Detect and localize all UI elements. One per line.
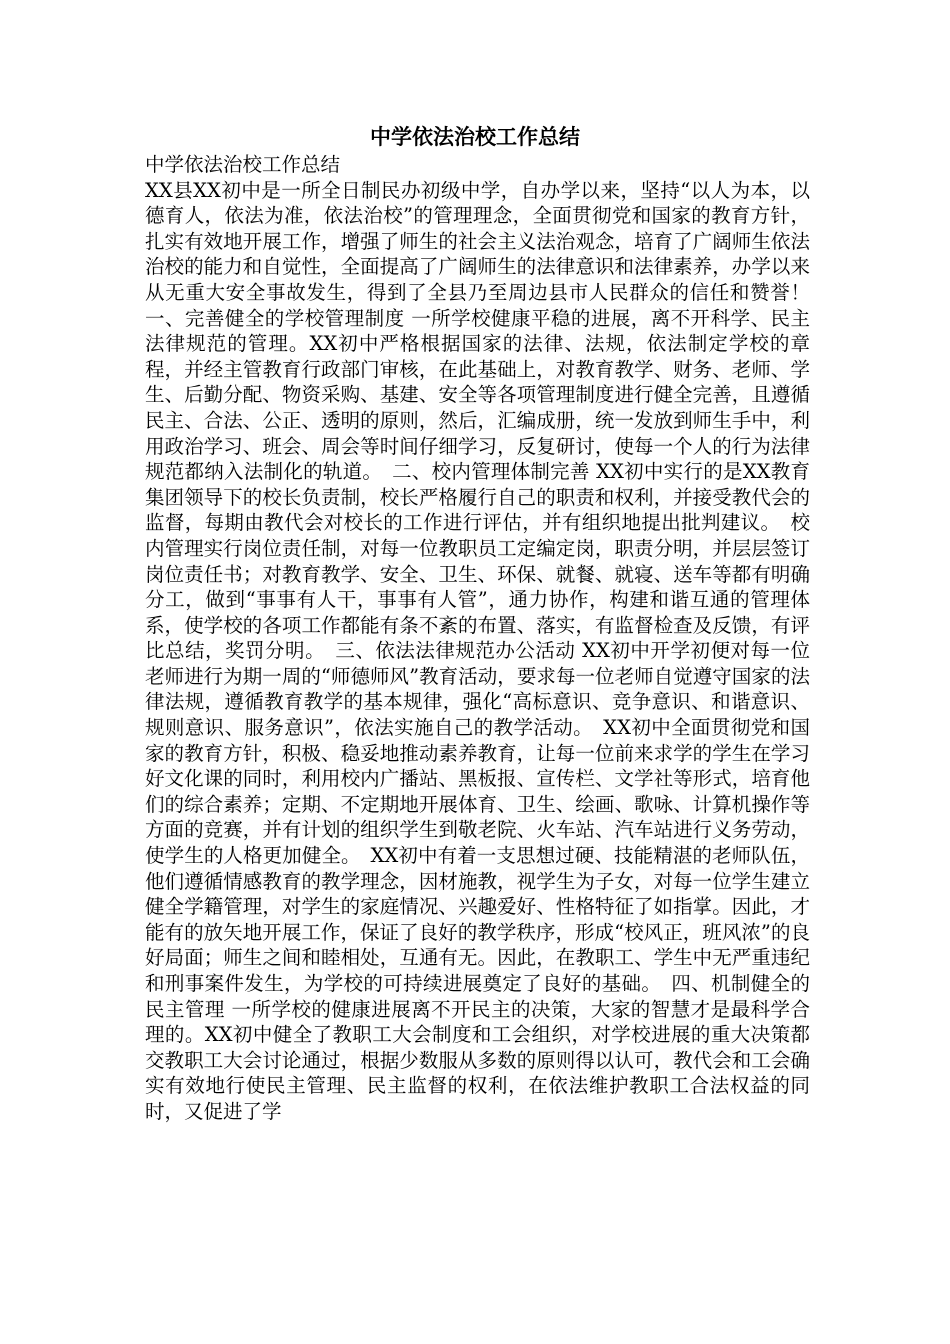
document-body: [145, 152, 830, 1125]
document-title: 中学依法治校工作总结: [370, 124, 580, 149]
document-paragraph: XX县XX初中是一所全日制民办初级中学，自办学以来，坚持“以人为本，以德育人，依法为准，依法治校”的管理理念，全面贯彻党和国家的教育方针，扎实有效地开展工作，增强了师生的社会主义法治观念，培育了广阔师生依法治校的能力和自觉性，全面提高了广阔师生的法律意识和法律素养，办学以来从无重大安全事故发生，得到了全县乃至周边县市人民群众的信任和赞誉！ 一、完善健全的学校管理制度 一所学校健康平稳的进展，离不开科学、民主法律规范的管理。XX初中严格根据国家的法律、法规，依法制定学校的章程，并经主管教育行政部门审核，在此基础上，对教育教学、财务、老师、学生、后勤分配、物资采购、基建、安全等各项管理制度进行健全完善，且遵循民主、合法、公正、透明的原则，然后，汇编成册，统一发放到师生手中，利用政治学习、班会、周会等时间仔细学习，反复研讨，使每一个人的行为法律规范都纳入法制化的轨道。 二、校内管理体制完善 XX初中实行的是XX教育集团领导下的校长负责制，校长严格履行自己的职责和权利，并接受教代会的监督，每期由教代会对校长的工作进行评估，并有组织地提出批判建议。 校内管理实行岗位责任制，对每一位教职员工定编定岗，职责分明，并层层签订岗位责任书；对教育教学、安全、卫生、环保、就餐、就寝、送车等都有明确分工，做到“事事有人干，事事有人管”，通力协作，构建和谐互通的管理体系，使学校的各项工作都能有条不紊的布置、落实，有监督检查及反馈，有评比总结，奖罚分明。 三、依法法律规范办公活动 XX初中开学初便对每一位老师进行为期一周的“师德师风”教育活动，要求每一位老师自觉遵守国家的法律法规，遵循教育教学的基本规律，强化“高标意识、竞争意识、和谐意识、规则意识、服务意识”，依法实施自己的教学活动。 XX初中全面贯彻党和国家的教育方针，积极、稳妥地推动素养教育，让每一位前来求学的学生在学习好文化课的同时，利用校内广播站、黑板报、宣传栏、文学社等形式，培育他们的综合素养；定期、不定期地开展体育、卫生、绘画、歌咏、计算机操作等方面的竞赛，并有计划的组织学生到敬老院、火车站、汽车站进行义务劳动，使学生的人格更加健全。 XX初中有着一支思想过硬、技能精湛的老师队伍，他们遵循情感教育的教学理念，因材施教，视学生为子女，对每一位学生建立健全学籍管理，对学生的家庭情况、兴趣爱好、性格特征了如指掌。因此，才能有的放矢地开展工作，保证了良好的教学秩序，形成“校风正，班风浓”的良好局面；师生之间和睦相处，互通有无。因此，在教职工、学生中无严重违纪和刑事案件发生，为学校的可持续进展奠定了良好的基础。 四、机制健全的民主管理 一所学校的健康进展离不开民主的决策，大家的智慧才是最科学合理的。XX初中健全了教职工大会制度和工会组织，对学校进展的重大决策都交教职工大会讨论通过，根据少数服从多数的原则得以认可，教代会和工会确实有效地行使民主管理、民主监督的权利，在依法维护教职工合法权益的同时，又促进了学: [145, 178, 830, 1123]
document-subtitle: 中学依法治校工作总结: [145, 153, 341, 176]
